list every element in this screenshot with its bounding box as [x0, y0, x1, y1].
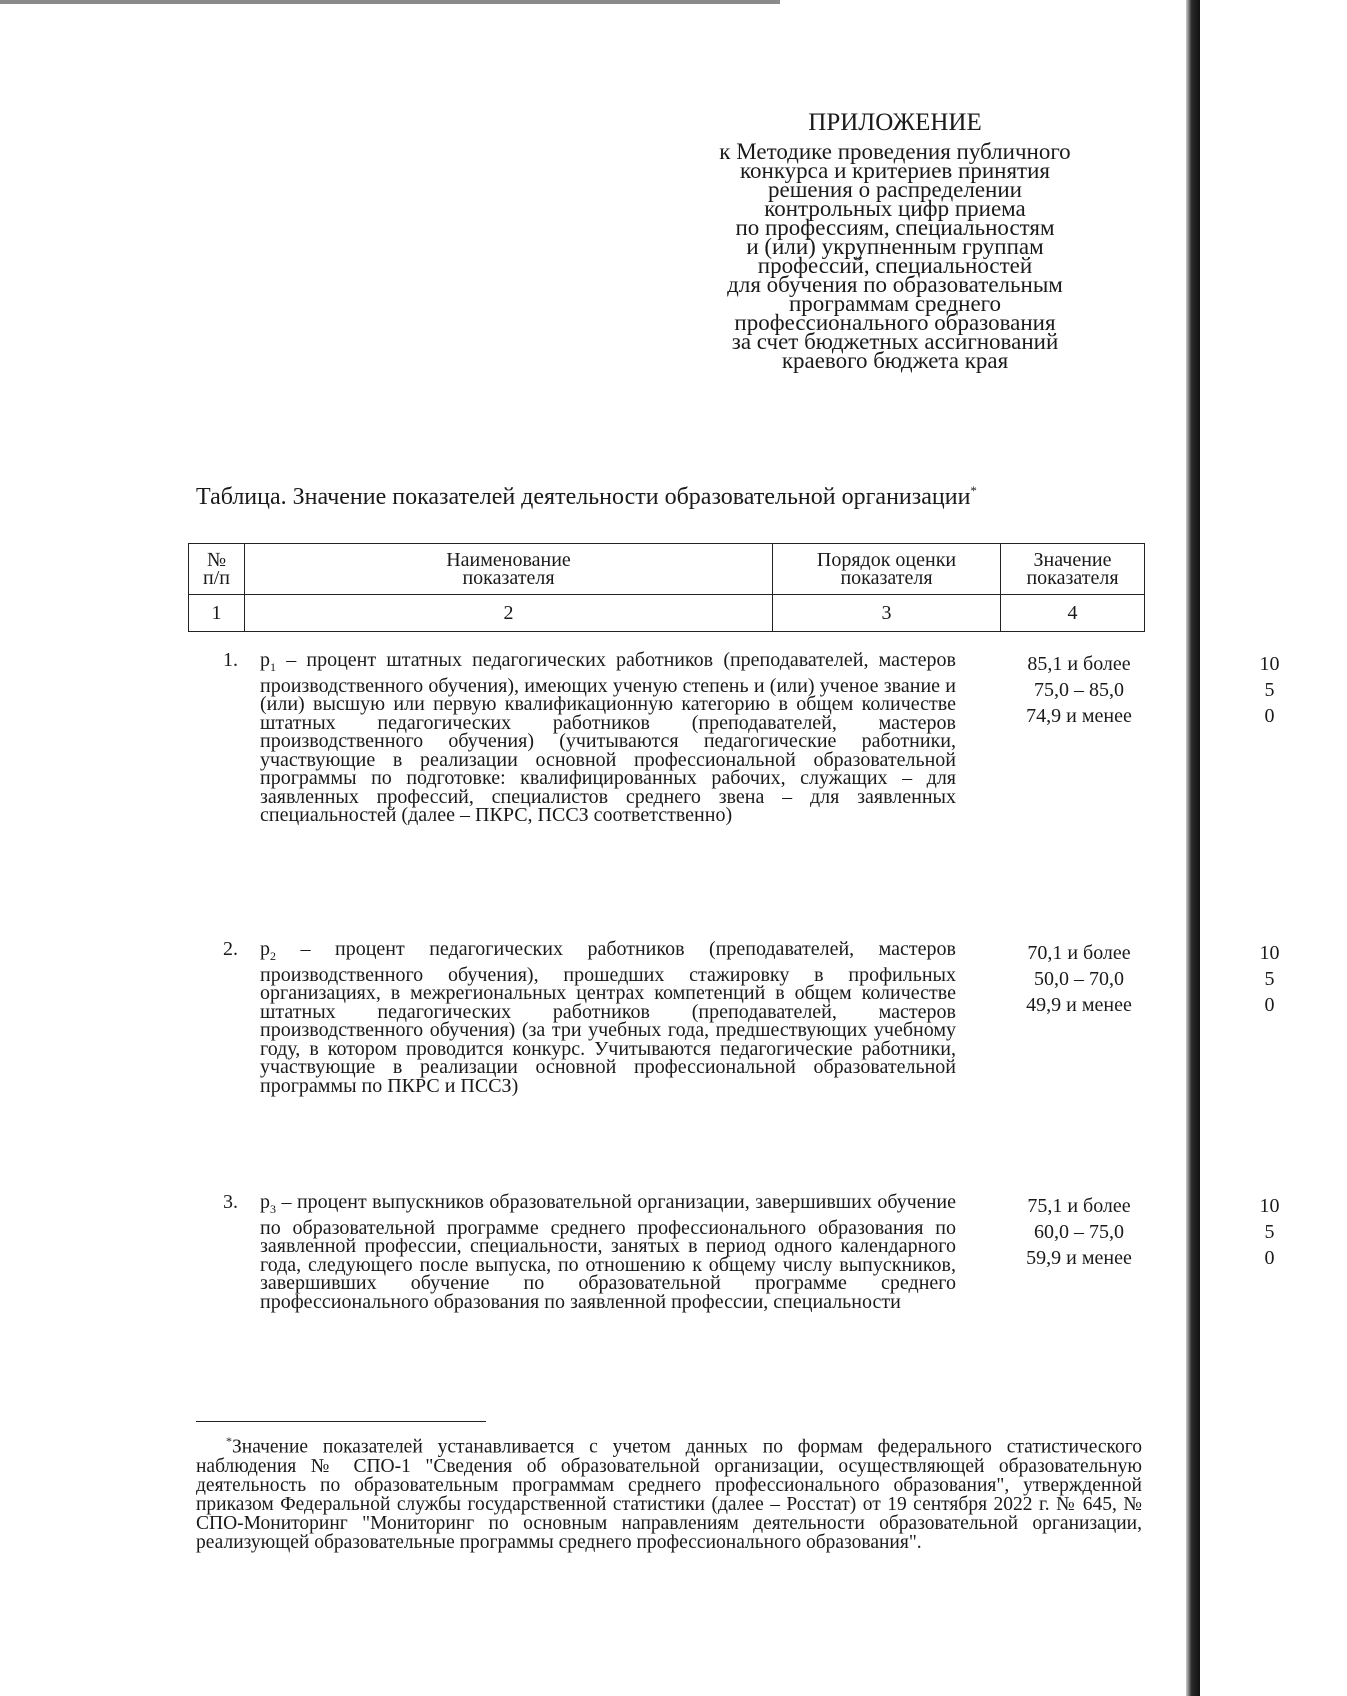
indicator-value: 10 — [1259, 653, 1280, 675]
header-line: Порядок оценки — [816, 549, 957, 571]
appendix-line: контрольных цифр приема — [764, 196, 1026, 221]
indicator-value: 5 — [1264, 679, 1275, 701]
indicator-value: 0 — [1264, 994, 1275, 1016]
table-header — [188, 543, 1145, 632]
column-number-cell: 4 — [1001, 595, 1145, 632]
row-description — [260, 940, 956, 1095]
header-line: п/п — [203, 567, 230, 589]
table-caption-text: Таблица. Значение показателей деятельности образовательной организации — [196, 484, 971, 510]
evaluation-range: 74,9 и менее — [1026, 705, 1132, 727]
indicator-value: 10 — [1259, 1195, 1280, 1217]
evaluation-range: 59,9 и менее — [1026, 1247, 1132, 1269]
header-line: показателя — [1026, 567, 1119, 589]
scan-edge-right — [1186, 0, 1200, 1696]
indicator-text: – процент педагогических работников (преподавателей, мастеров производственного обучения), прошедших стажировку в профильных организациях, в межрегиональных центрах компетенций в общем количестве штатных педагогических работников (преподавателей, мастеров производственного обучения) (за три учебных года, предшествующих учебному году, в котором проводится конкурс. Учитываются педагогические работники, участвующие в реализации основной профессиональной образовательной программы по ПКРС и ПССЗ) — [260, 938, 956, 1097]
column-number-cell: 2 — [245, 595, 773, 632]
appendix-line: по профессиям, специальностям — [735, 215, 1055, 240]
indicator-symbol: p — [260, 649, 270, 671]
evaluation-range: 85,1 и более — [1027, 653, 1131, 675]
row-number: 2. — [223, 938, 238, 960]
indicator-value: 10 — [1259, 942, 1280, 964]
row-values — [1192, 651, 1347, 729]
indicator-value: 5 — [1264, 968, 1275, 990]
indicator-symbol: p — [260, 1191, 270, 1213]
appendix-line: к Методике проведения публичного — [719, 139, 1071, 164]
footnote-marker: * — [226, 1434, 232, 1448]
row-description — [260, 1193, 956, 1311]
header-line: показателя — [462, 567, 555, 589]
indicator-index: 2 — [270, 949, 276, 963]
indicator-index: 1 — [270, 660, 276, 674]
header-cell-number — [189, 544, 245, 595]
header-line: № — [206, 549, 227, 571]
appendix-line: краевого бюджета края — [781, 348, 1009, 373]
scan-edge-top — [0, 0, 780, 4]
appendix-block — [640, 108, 1150, 373]
row-evaluation — [966, 651, 1192, 729]
footnote-text: Значение показателей устанавливается с учетом данных по формам федерального статистического наблюдения № СПО-1 "Сведения об образовательной организации, осуществляющей образовательную деятельность по образовательным программам среднего профессионального образования", утвержденной приказом Федеральной службы государственной статистики (далее – Росстат) от 19 сентября 2022 г. № 645, № СПО-Мониторинг "Мониторинг по основным направлениям деятельности образовательной организации, реализующей образовательные программы среднего профессионального образования". — [196, 1436, 1142, 1553]
header-cell-evaluation — [773, 544, 1001, 595]
row-evaluation — [966, 940, 1192, 1018]
indicator-value: 5 — [1264, 1221, 1275, 1243]
appendix-line: для обучения по образовательным — [727, 272, 1063, 297]
column-number-cell: 1 — [189, 595, 245, 632]
evaluation-range: 50,0 – 70,0 — [1034, 968, 1124, 990]
row-number: 1. — [223, 649, 238, 671]
indicator-text: – процент штатных педагогических работников (преподавателей, мастеров производственного обучения), имеющих ученую степень и (или) ученое звание и (или) высшую или первую квалификационную категорию в общем количестве штатных педагогических работников (преподавателей, мастеров производственного обучения) (учитываются педагогические работники, участвующие в реализации основной профессиональной образовательной программы по подготовке: квалифицированных рабочих, служащих – для заявленных профессий, специалистов среднего звена – для заявленных специальностей (далее – ПКРС, ПССЗ соответственно) — [260, 649, 956, 826]
header-line: Наименование — [446, 549, 571, 571]
row-values — [1192, 1193, 1347, 1271]
appendix-line: профессий, специальностей — [757, 253, 1033, 278]
footnote-marker: * — [970, 483, 977, 498]
indicator-value: 0 — [1264, 1247, 1275, 1269]
evaluation-range: 60,0 – 75,0 — [1034, 1221, 1124, 1243]
evaluation-range: 70,1 и более — [1027, 942, 1131, 964]
header-cell-value — [1001, 544, 1145, 595]
column-number-cell: 3 — [773, 595, 1001, 632]
appendix-line: профессионального образования — [734, 310, 1056, 335]
footnote-separator — [196, 1421, 486, 1422]
evaluation-range: 49,9 и менее — [1026, 994, 1132, 1016]
table-caption — [196, 483, 977, 511]
row-evaluation — [966, 1193, 1192, 1271]
header-cell-name — [245, 544, 773, 595]
evaluation-range: 75,1 и более — [1027, 1195, 1131, 1217]
appendix-line: решения о распределении — [768, 177, 1022, 202]
evaluation-range: 75,0 – 85,0 — [1034, 679, 1124, 701]
row-values — [1192, 940, 1347, 1018]
appendix-line: за счет бюджетных ассигнований — [731, 329, 1059, 354]
indicator-index: 3 — [270, 1202, 276, 1216]
footnote — [196, 1432, 1142, 1552]
header-line: показателя — [840, 567, 933, 589]
appendix-line: и (или) укрупненным группам — [746, 234, 1044, 259]
appendix-title: ПРИЛОЖЕНИЕ — [808, 109, 982, 136]
row-description — [260, 651, 956, 825]
indicator-value: 0 — [1264, 705, 1275, 727]
indicator-symbol: p — [260, 938, 270, 960]
header-line: Значение — [1033, 549, 1112, 571]
appendix-line: конкурса и критериев принятия — [740, 158, 1050, 183]
appendix-line: программам среднего — [788, 291, 1002, 316]
row-number: 3. — [223, 1191, 238, 1213]
indicator-text: – процент выпускников образовательной организации, завершивших обучение по образовательной программе среднего профессионального образования по заявленной профессии, специальности, занятых в период одного календарного года, следующего после выпуска, по отношению к общему числу выпускников, завершивших обучение по образовательной программе среднего профессионального образования по заявленной профессии, специальности — [260, 1191, 956, 1313]
